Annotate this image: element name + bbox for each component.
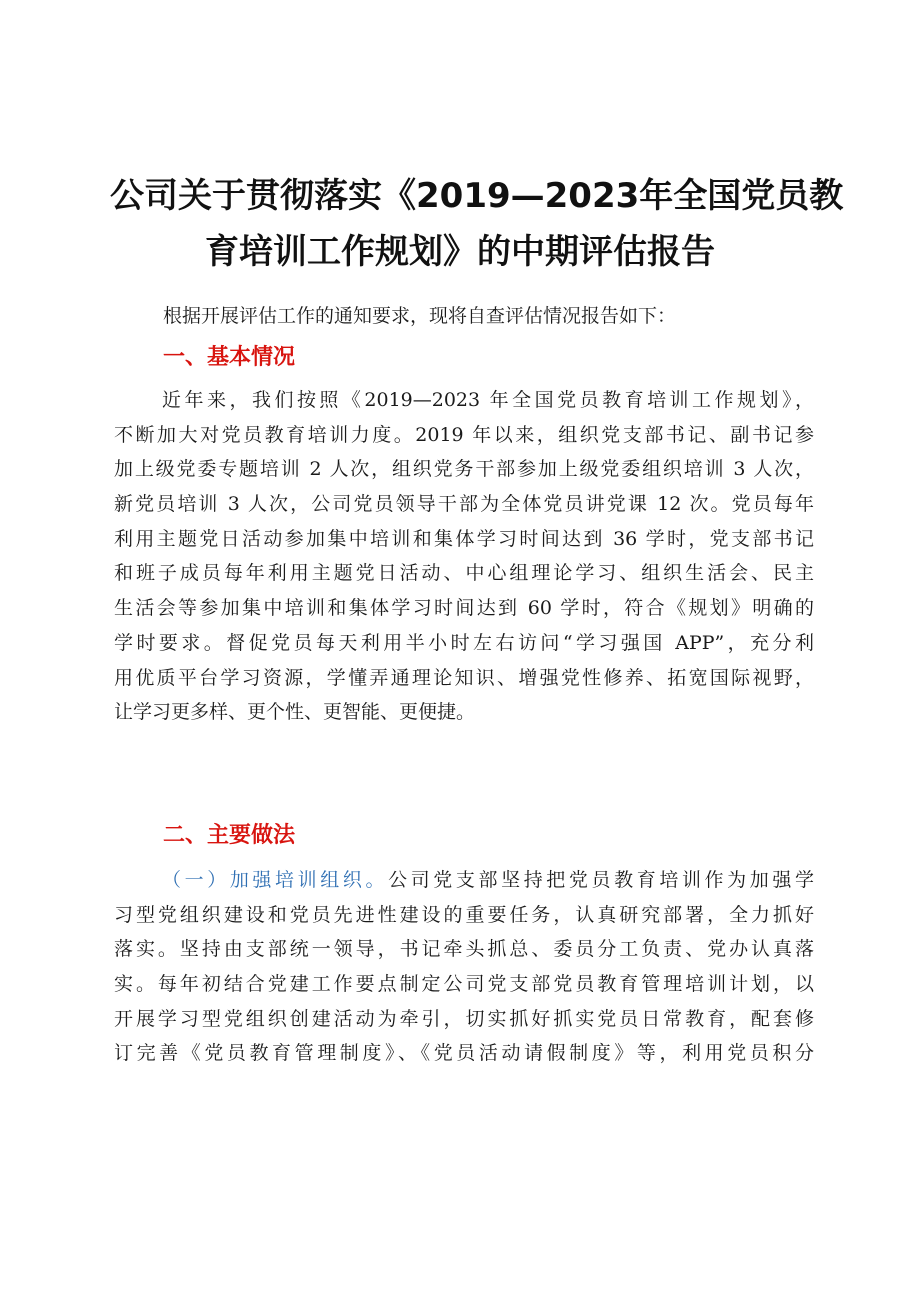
paragraph-line-first [114,863,814,898]
paragraph-line-rest: 公司党支部坚持把党员教育培训作为加强学 [388,869,814,891]
section-heading-basic: 一、基本情况 [163,345,296,370]
title-line-2: 育培训工作规划》的中期评估报告 [205,232,715,272]
subsection-title: （一）加强培训组织。 [162,869,389,891]
title-line-1: 公司关于贯彻落实《2019—2023年全国党员教 [110,176,844,216]
paragraph-line: 新党员培训 3 人次，公司党员领导干部为全体党员讲党课 12 次。党员每年 [114,493,814,516]
paragraph-line: 学时要求。督促党员每天利用半小时左右访问“学习强国 APP”，充分利 [114,631,814,654]
paragraph-line: 开展学习型党组织创建活动为牵引，切实抓好抓实党员日常教育，配套修 [114,1007,814,1030]
paragraph-line: 和班子成员每年利用主题党日活动、中心组理论学习、组织生活会、民主 [114,562,814,585]
paragraph-line: 习型党组织建设和党员先进性建设的重要任务，认真研究部署，全力抓好 [114,903,814,926]
paragraph-line: 让学习更多样、更个性、更智能、更便捷。 [114,701,476,724]
paragraph-line: 生活会等参加集中培训和集体学习时间达到 60 学时，符合《规划》明确的 [114,597,814,620]
document-title [110,168,844,280]
section-heading-practices: 二、主要做法 [163,823,296,848]
section2-paragraph [114,863,814,1071]
paragraph-line: 近年来，我们按照《2019—2023 年全国党员教育培训工作规划》， [162,389,814,411]
paragraph-line: 落实。坚持由支部统一领导，书记牵头抓总、委员分工负责、党办认真落 [114,938,814,961]
paragraph-line: 不断加大对党员教育培训力度。2019 年以来，组织党支部书记、副书记参 [114,423,814,446]
section1-paragraph [114,383,814,730]
paragraph-line: 加上级党委专题培训 2 人次，组织党务干部参加上级党委组织培训 3 人次， [114,458,814,481]
paragraph-line: 用优质平台学习资源，学懂弄通理论知识、增强党性修养、拓宽国际视野， [114,666,814,689]
paragraph-line: 订完善《党员教育管理制度》、《党员活动请假制度》等，利用党员积分 [114,1042,814,1065]
paragraph-line: 利用主题党日活动参加集中培训和集体学习时间达到 36 学时，党支部书记 [114,527,814,550]
intro-paragraph: 根据开展评估工作的通知要求，现将自查评估情况报告如下： [163,305,677,327]
paragraph-line: 实。每年初结合党建工作要点制定公司党支部党员教育管理培训计划，以 [114,973,814,996]
